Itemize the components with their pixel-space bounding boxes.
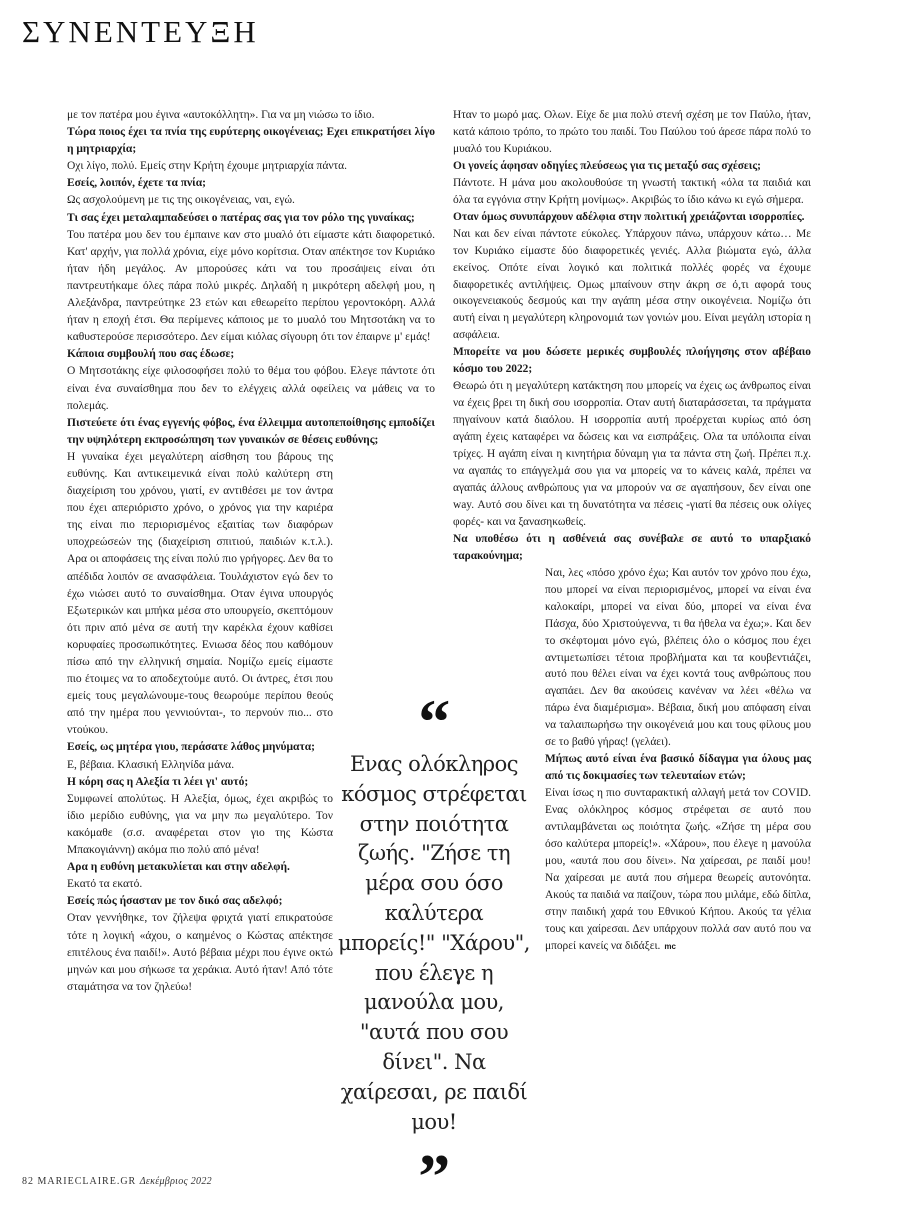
interview-question: Να υποθέσω ότι η ασθένειά σας συνέβαλε σε αυτό το υπαρξιακό ταρακούνημα; <box>453 532 811 562</box>
interview-answer: Ναι, λες «πόσο χρόνο έχω; Και αυτόν τον χρόνο που έχω, που μπορεί να είναι περιορισμένος, μπορεί να είναι ένα καλοκαίρι, μπορεί να είναι δύο, μπορεί να είναι ένα Πάσχα, δύο Χριστούγεννα, τι θα ήθελα να έχω;». Και δεν το σκέφτομαι μόνο εγώ, βλέπεις όλο ο κόσμος που έχει αντιμετωπίσει τέτοια προβλήματα και τα κουβεντιάζει, αυτό που θέλει είναι να έχει κοντά τους ανθρώπους που αγαπάει. Δεν θα ακούσεις κανέναν να λέει «θέλω να πάρω ένα διαμέρισμα». Βέβαια, δική μου απόφαση είναι να ταλαιπωρήσω την οικογένειά μου και τους φίλους μου σε το βαθύ γήρας! (γελάει). <box>545 566 811 749</box>
close-quote-icon: ” <box>418 1141 450 1212</box>
interview-answer: Ως ασχολούμενη με τις της οικογένειας, ναι, εγώ. <box>67 194 295 207</box>
interview-answer: Ο Μητσοτάκης είχε φιλοσοφήσει πολύ το θέμα του φόβου. Ελεγε πάντοτε ότι είναι ένα συναίσθημα που δεν το ελέγχεις αλλά οφείλεις να μάθεις να το πολεμάς. <box>67 365 435 412</box>
pull-quote <box>334 686 534 1212</box>
interview-answer: Του πατέρα μου δεν του έμπαινε καν στο μυαλό ότι είμαστε κάτι διαφορετικό. Κατ' αρχήν, για πολλά χρόνια, είχε μόνο κορίτσια. Οταν απέκτησε τον Κυριάκο ήταν ήδη μεγάλος. Αν μπορούσες κάτι να του προσάψεις είναι ότι παντρευτήκαμε όλες πάρα πολύ μικρές. Δηλαδή η μικρότερη αδελφή μου, η Αλεξάνδρα, παντρεύτηκε 23 ετών και εθεωρείτο περίπου γεροντοκόρη. Αλλά ήταν η εποχή έτσι. Θα περίμενες κάποιος με το μυαλό του Μητσοτάκη να το καθυστερούσε περισσότερο. Δεν είμαι κιόλας σίγουρη ότι τον έπαιρνε μ' εμάς! <box>67 228 435 344</box>
interview-question: Οταν όμως συνυπάρχουν αδέλφια στην πολιτική χρειάζονται ισορροπίες. <box>453 210 805 223</box>
section-header: ΣΥΝΕΝΤΕΥΞΗ <box>22 14 259 49</box>
interview-question: Τι σας έχει μεταλαμπαδεύσει ο πατέρας σας για τον ρόλο της γυναίκας; <box>67 211 415 224</box>
interview-answer: Πάντοτε. Η μάνα μου ακολουθούσε τη γνωστή τακτική «όλα τα παιδιά και όλα τα εγγόνια στην Κρήτη μονίμως». Ακριβώς το ίδιο κάνω κι εγώ σήμερα. <box>453 176 811 206</box>
interview-answer: Ναι και δεν είναι πάντοτε εύκολες. Υπάρχουν πάνω, υπάρχουν κάτω… Με τον Κυριάκο είμαστε δύο διαφορετικές γενιές. Αλλα βιώματα εγώ, άλλα εκείνος. Οπότε είναι λογικό και πολιτικά πολλές φορές να έχουμε διαφορετικές αντιλήψεις. Ομως μπαίνουν στην άκρη σε ό,τι αφορά τους οικογενειακούς δεσμούς και την αγάπη μέσα στην οικογένεια. Νομίζω ότι αυτή είναι η μεγαλύτερη κληρονομιά των γονιών μου. Είναι μεγάλη ιστορία η ασφάλεια. <box>453 227 811 342</box>
interview-answer: Η γυναίκα έχει μεγαλύτερη αίσθηση του βάρους της ευθύνης. Και αντικειμενικά είναι πολύ καλύτερη στη διαχείριση του χρόνου, γιατί, εν αντιθέσει με τον άντρα που έχει απεριόριστο χρόνο, ο χρόνος για την καριέρα της είναι πιο περιορισμένος εξαιτίας των διαφόρων υποχρεώσεών της (διαχείριση σπιτιού, παιδιών κ.τ.λ.). Αρα οι αποφάσεις της είναι πολύ πιο γρήγορες. Δεν θα το απέδιδα λοιπόν σε ανασφάλεια. Τουλάχιστον εγώ δεν το έχω νιώσει αυτό το συναίσθημα. Οταν έγινα υπουργός Εξωτερικών και μπήκα μέσα στο υπουργείο, σκεπτόμουν ότι πριν από μένα σε αυτή την καρέκλα έχουν καθίσει κορυφαίες προσωπικότητες. Ενιωσα δέος που καθόμουν πίσω από την ελληνική σημαία. Νομίζω εμείς είμαστε πιο έτοιμες να το αποδεχτούμε αυτό. Οι άντρες, έτσι που εμείς τους μεγαλώνουμε-τους θεωρούμε περίπου θεούς από την ημέρα που γεννιούνται-, το περνούν πιο... στο ντούκου. <box>67 450 333 737</box>
interview-answer: Συμφωνεί απολύτως. Η Αλεξία, όμως, έχει ακριβώς το ίδιο μερίδιο ευθύνης, για να μην πω μεγαλύτερο. Τον κακόμαθε (σ.σ. αναφέρεται στον γιο της Κώστα Μπακογιάννη) ακόμα πιο πολύ από μένα! <box>67 792 333 857</box>
interview-question: Κάποια συμβουλή που σας έδωσε; <box>67 348 235 361</box>
pull-quote-text: Ενας ολόκληρος κόσμος στρέφεται στην ποιότητα ζωής. "Ζήσε τη μέρα σου όσο καλύτερα μπορείς!" "Χάρου", που έλεγε η μανούλα μου, "αυτά που σου δίνει". Να χαίρεσαι, ρε παιδί μου! <box>338 752 530 1134</box>
end-mark-logo: mc <box>664 941 676 951</box>
interview-answer: Εκατό τα εκατό. <box>67 878 143 891</box>
interview-question: Εσείς, ως μητέρα γιου, περάσατε λάθος μηνύματα; <box>67 741 316 754</box>
interview-answer: Ηταν το μωρό μας. Ολων. Είχε δε μια πολύ στενή σχέση με τον Παύλο, ήταν, κατά κάποιο τρόπο, το πρώτο του παιδί. Του Παύλου τού άρεσε πάρα πολύ το μυαλό του Κυριάκου. <box>453 109 811 155</box>
interview-question: Εσείς πώς ήσασταν με τον δικό σας αδελφό; <box>67 895 283 908</box>
interview-question: Μήπως αυτό είναι ένα βασικό δίδαγμα για όλους μας από τις δοκιμασίες των τελευταίων ετών; <box>545 753 811 783</box>
interview-answer: Οταν γεννήθηκε, τον ζήλεψα φριχτά γιατί επικρατούσε τότε η λογική «άχου, ο καημένος ο Κώστας απέκτησε επιτέλους ένα παιδί!». Αυτό βέβαια μέχρι που έγινε οκτώ μηνών και μου σήκωσε τα χεράκια. Αυτό ήταν! Από τότε σταμάτησα να τον ζηλεύω! <box>67 912 333 993</box>
interview-question: Οι γονείς άφησαν οδηγίες πλεύσεως για τις μεταξύ σας σχέσεις; <box>453 159 761 172</box>
interview-answer: Θεωρώ ότι η μεγαλύτερη κατάκτηση που μπορείς να έχεις ως άνθρωπος είναι να έχεις βρει τη δική σου ισορροπία. Οταν αυτή διαταράσσεται, τα πράγματα πηγαίνουν κατά διαόλου. Η ισορροπία αυτή προέρχεται κυρίως από όση αγάπη έχεις καταφέρει να δώσεις και να εισπράξεις. Ολα τα υπόλοιπα είναι τρίχες. Η αγάπη είναι η κινητήρια δύναμη για τα πάντα στη ζωή. Πρέπει π.χ. να αγαπάς το επάγγελμά σου για να μπορείς να το κάνεις καλά, πρέπει να αγαπάς άλλους ανθρώπους για να μπορούν να σε αγαπήσουν, δεν είναι one way. Αυτό σου δίνει και τη δυνατότητα να πέσεις -γιατί θα πέσεις ουκ ολίγες φορές- και να ξανασηκωθείς. <box>453 380 811 528</box>
footer-issue: Δεκέμβριος 2022 <box>139 1176 212 1187</box>
interview-question: Η κόρη σας η Αλεξία τι λέει γι' αυτό; <box>67 775 249 788</box>
page-number: 82 <box>22 1176 34 1187</box>
interview-answer: Είναι ίσως η πιο συνταρακτική αλλαγή μετά τον COVID. Ενας ολόκληρος κόσμος στρέφεται σε αυτό που αντιλαμβάνεται ως ποιότητα ζωής. «Ζήσε τη μέρα σου όσο καλύτερα μπορείς!». «Χάρου», που έλεγε η μανούλα μου, «αυτά που σου δίνει». Να χαίρεσαι, ρε παιδί μου! Να χαίρεσαι με αυτά που σήμερα θεωρείς αυτονόητα. Ακούς τα παιδιά να παίζουν, τώρα που μιλάμε, εδώ δίπλα, στην παιδική χαρά του Εθνικού Κήπου. Ακούς τα γέλια τους και χαίρεσαι. Δεν υπάρχουν πολλά σαν αυτό που να μπορεί κανείς να διδάξει. mc <box>545 787 811 952</box>
interview-answer: Οχι λίγο, πολύ. Εμείς στην Κρήτη έχουμε μητριαρχία πάντα. <box>67 160 348 173</box>
interview-question: Μπορείτε να μου δώσετε μερικές συμβουλές πλοήγησης στον αβέβαιο κόσμο του 2022; <box>453 346 811 376</box>
interview-answer: Ε, βέβαια. Κλασική Ελληνίδα μάνα. <box>67 758 235 771</box>
interview-question: Αρα η ευθύνη μετακυλίεται και στην αδελφή. <box>67 861 290 874</box>
interview-answer: με τον πατέρα μου έγινα «αυτοκόλλητη». Για να μη νιώσω το ίδιο. <box>67 109 375 121</box>
open-quote-icon: “ <box>418 686 450 757</box>
interview-question: Πιστεύετε ότι ένας εγγενής φόβος, ένα έλλειμμα αυτοπεποίθησης εμποδίζει την υψηλότερη εκπροσώπηση των γυναικών σε θέσεις ευθύνης; <box>67 416 435 446</box>
interview-question: Τώρα ποιος έχει τα πνία της ευρύτερης οικογένειας; Εχει επικρατήσει λίγο η μητριαρχία; <box>67 126 435 156</box>
footer-site: MARIECLAIRE.GR <box>37 1176 137 1187</box>
page-footer <box>22 1176 212 1187</box>
interview-question: Εσείς, λοιπόν, έχετε τα πνία; <box>67 177 206 190</box>
